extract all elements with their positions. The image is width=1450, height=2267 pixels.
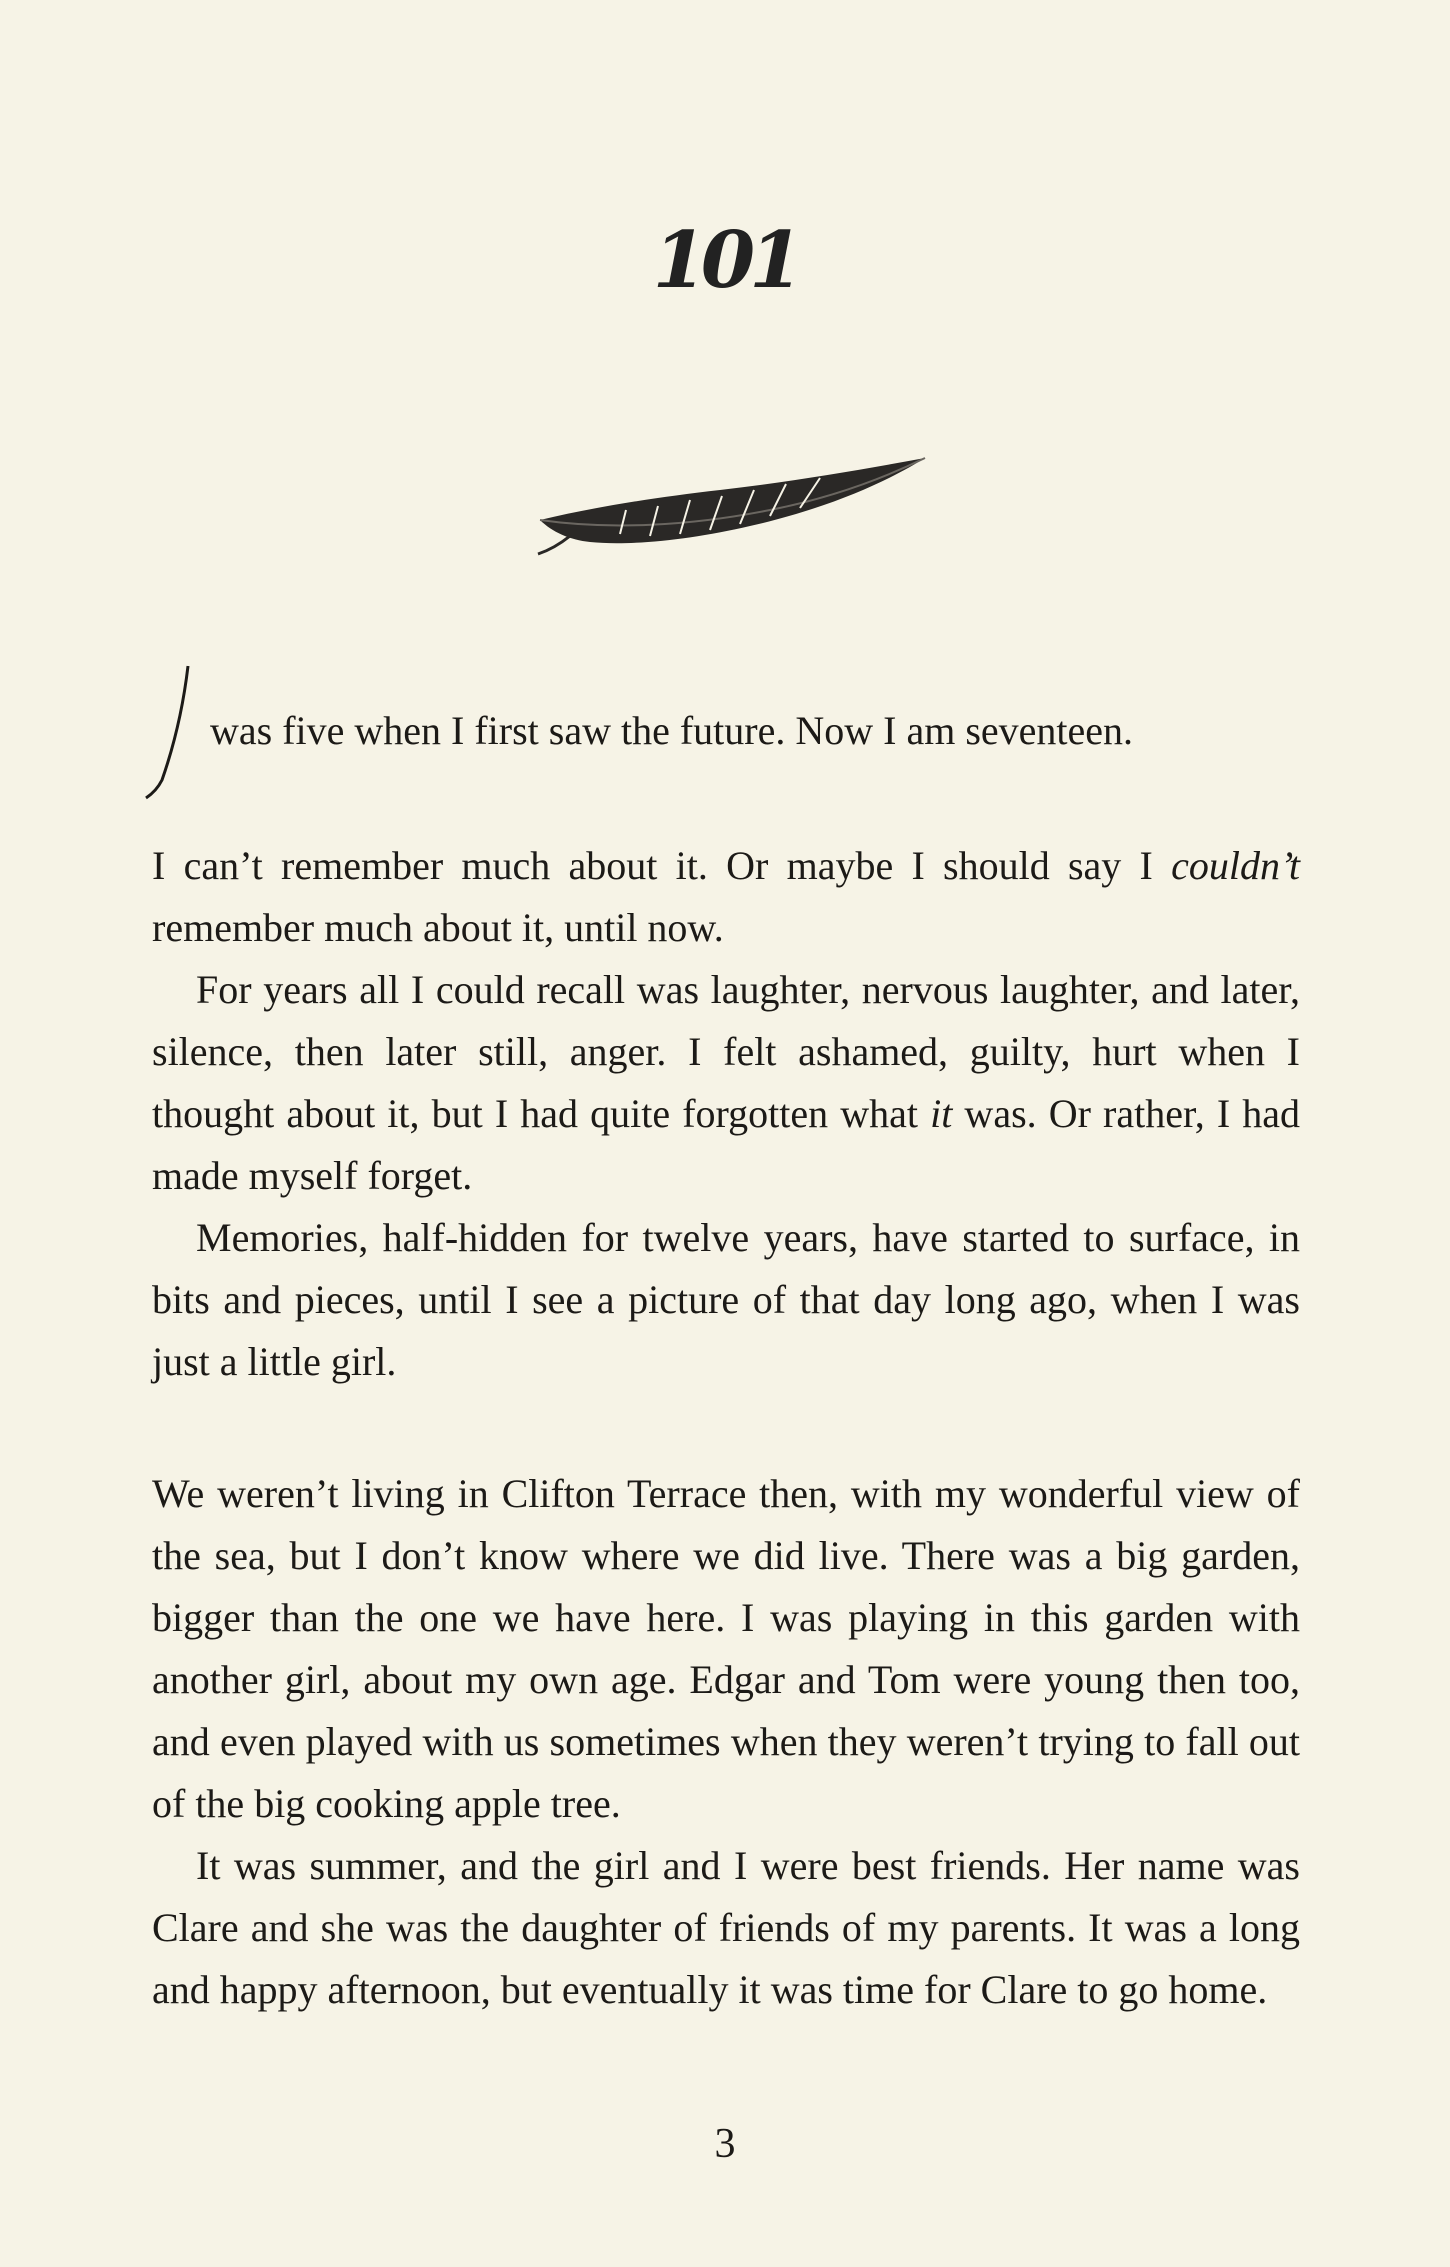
paragraph-text: I can’t remember much about it. Or maybe I should say I bbox=[152, 843, 1153, 888]
paragraph-text: was. Or rather, I had made myself forget. bbox=[152, 1091, 1301, 1198]
paragraph bbox=[152, 959, 1300, 1207]
paragraph-text: remember much about it, until now. bbox=[152, 905, 724, 950]
paragraph: We weren’t living in Clifton Terrace then, with my wonderful view of the sea, but I don’t know where we did live. There was a big garden, bigger than the one we have here. I was playing in this garden with another girl, about my own age. Edgar and Tom were young then too, and even played with us sometimes when they weren’t trying to fall out of the big cooking apple tree. bbox=[152, 1471, 1300, 1826]
first-line-text: was five when I first saw the future. Now I am seventeen. bbox=[210, 708, 1134, 753]
emphasis-text: it bbox=[930, 1091, 953, 1136]
paragraph bbox=[152, 835, 1300, 959]
section-two bbox=[152, 1463, 1300, 2021]
paragraph-text: For years all I could recall was laughter, nervous laughter, and later, silence, then later still, anger. I felt ashamed, guilty, hurt when I thought about it, but I had quite forgotten what bbox=[152, 967, 1300, 1136]
paragraph: Memories, half-hidden for twelve years, have started to surface, in bits and pieces, until I see a picture of that day long ago, when I was just a little girl. bbox=[152, 1215, 1300, 1384]
chapter-number: 101 bbox=[652, 215, 798, 306]
section-one bbox=[152, 835, 1300, 1393]
paragraph: It was summer, and the girl and I were best friends. Her name was Clare and she was the daughter of friends of my parents. It was a long and happy afternoon, but eventually it was time for Clare to go home. bbox=[152, 1843, 1300, 2012]
opening-line bbox=[152, 700, 1300, 762]
emphasis-text: couldn’t bbox=[1171, 843, 1301, 888]
page-number: 3 bbox=[714, 2121, 736, 2167]
feather-icon bbox=[530, 450, 930, 570]
